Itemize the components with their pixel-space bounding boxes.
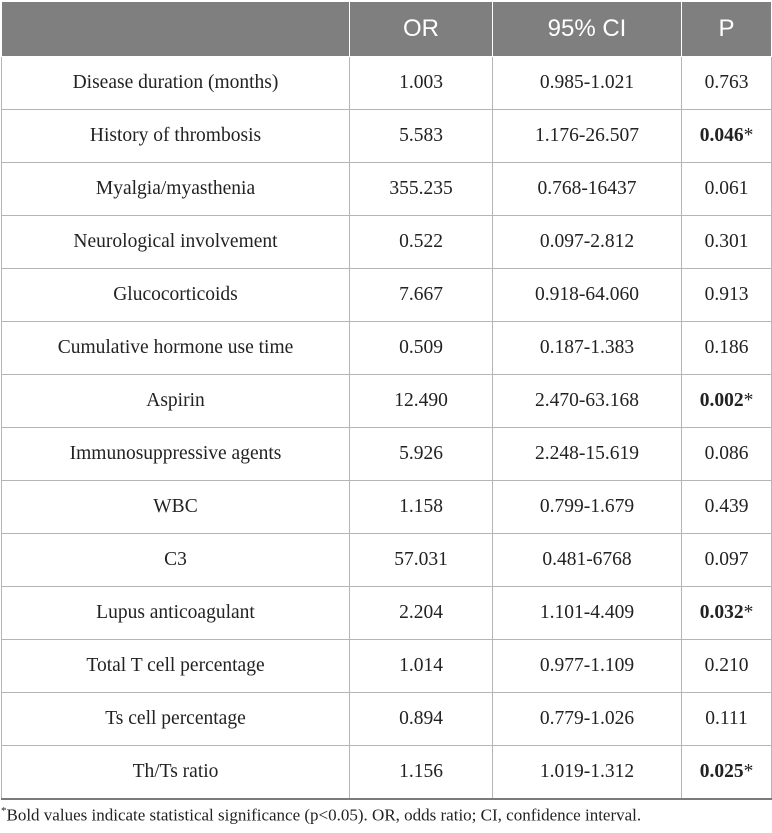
cell-or: 355.235	[350, 163, 493, 216]
header-p: P	[682, 2, 772, 57]
table-row	[2, 428, 772, 481]
table-row	[2, 481, 772, 534]
table-row	[2, 375, 772, 428]
cell-p	[682, 163, 772, 216]
significance-mark: *	[743, 761, 754, 782]
header-row	[2, 2, 772, 57]
p-value: 0.046	[699, 125, 744, 146]
cell-p	[682, 746, 772, 800]
significance-mark: *	[743, 390, 754, 411]
p-value: 0.032	[699, 602, 744, 623]
cell-or: 1.158	[350, 481, 493, 534]
p-value: 0.301	[704, 231, 749, 252]
cell-variable: Th/Ts ratio	[2, 746, 350, 800]
cell-or: 0.894	[350, 693, 493, 746]
cell-variable: Aspirin	[2, 375, 350, 428]
cell-variable: Glucocorticoids	[2, 269, 350, 322]
p-value: 0.111	[705, 708, 748, 729]
table-header	[2, 2, 772, 57]
cell-p	[682, 428, 772, 481]
table-row	[2, 216, 772, 269]
header-ci: 95% CI	[493, 2, 682, 57]
cell-p	[682, 110, 772, 163]
cell-ci: 2.470-63.168	[493, 375, 682, 428]
cell-p	[682, 587, 772, 640]
p-value: 0.002	[699, 390, 744, 411]
cell-ci: 2.248-15.619	[493, 428, 682, 481]
significance-mark: *	[743, 125, 754, 146]
cell-variable: Cumulative hormone use time	[2, 322, 350, 375]
table-row	[2, 534, 772, 587]
p-value: 0.086	[704, 443, 749, 464]
regression-table	[1, 1, 772, 800]
cell-ci: 0.187-1.383	[493, 322, 682, 375]
cell-ci: 0.918-64.060	[493, 269, 682, 322]
cell-or: 57.031	[350, 534, 493, 587]
cell-variable: Ts cell percentage	[2, 693, 350, 746]
cell-p	[682, 640, 772, 693]
cell-or: 0.522	[350, 216, 493, 269]
footnote-symbol: *	[1, 805, 7, 817]
cell-ci: 0.799-1.679	[493, 481, 682, 534]
p-value: 0.061	[704, 178, 749, 199]
cell-or: 12.490	[350, 375, 493, 428]
p-value: 0.025	[699, 761, 744, 782]
cell-variable: Immunosuppressive agents	[2, 428, 350, 481]
cell-p	[682, 375, 772, 428]
table-row	[2, 640, 772, 693]
table-row	[2, 322, 772, 375]
cell-p	[682, 216, 772, 269]
cell-ci: 1.176-26.507	[493, 110, 682, 163]
cell-ci: 0.977-1.109	[493, 640, 682, 693]
cell-variable: History of thrombosis	[2, 110, 350, 163]
cell-p	[682, 534, 772, 587]
cell-p	[682, 693, 772, 746]
cell-variable: WBC	[2, 481, 350, 534]
p-value: 0.210	[704, 655, 749, 676]
cell-ci: 0.779-1.026	[493, 693, 682, 746]
significance-mark: *	[743, 602, 754, 623]
p-value: 0.913	[704, 284, 749, 305]
cell-ci: 0.768-16437	[493, 163, 682, 216]
cell-ci: 0.097-2.812	[493, 216, 682, 269]
table-row	[2, 57, 772, 110]
cell-or: 1.003	[350, 57, 493, 110]
cell-p	[682, 481, 772, 534]
table-row	[2, 163, 772, 216]
cell-or: 5.583	[350, 110, 493, 163]
header-or: OR	[350, 2, 493, 57]
cell-or: 2.204	[350, 587, 493, 640]
cell-or: 7.667	[350, 269, 493, 322]
cell-ci: 1.019-1.312	[493, 746, 682, 800]
p-value: 0.763	[704, 72, 749, 93]
cell-or: 1.156	[350, 746, 493, 800]
cell-ci: 1.101-4.409	[493, 587, 682, 640]
cell-or: 0.509	[350, 322, 493, 375]
table-footnote	[1, 805, 771, 826]
table-body	[2, 57, 772, 800]
cell-p	[682, 269, 772, 322]
table-row	[2, 693, 772, 746]
p-value: 0.097	[704, 549, 749, 570]
table-row	[2, 587, 772, 640]
p-value: 0.186	[704, 337, 749, 358]
cell-or: 5.926	[350, 428, 493, 481]
cell-ci: 0.985-1.021	[493, 57, 682, 110]
cell-or: 1.014	[350, 640, 493, 693]
p-value: 0.439	[704, 496, 749, 517]
cell-ci: 0.481-6768	[493, 534, 682, 587]
footnote-text: Bold values indicate statistical significance (p<0.05). OR, odds ratio; CI, confidence interval.	[6, 805, 642, 825]
cell-variable: Neurological involvement	[2, 216, 350, 269]
table-row	[2, 269, 772, 322]
cell-variable: Lupus anticoagulant	[2, 587, 350, 640]
table-row	[2, 746, 772, 800]
cell-variable: Myalgia/myasthenia	[2, 163, 350, 216]
cell-variable: Disease duration (months)	[2, 57, 350, 110]
cell-variable: C3	[2, 534, 350, 587]
table-row	[2, 110, 772, 163]
cell-p	[682, 57, 772, 110]
header-variable	[2, 2, 350, 57]
cell-p	[682, 322, 772, 375]
cell-variable: Total T cell percentage	[2, 640, 350, 693]
